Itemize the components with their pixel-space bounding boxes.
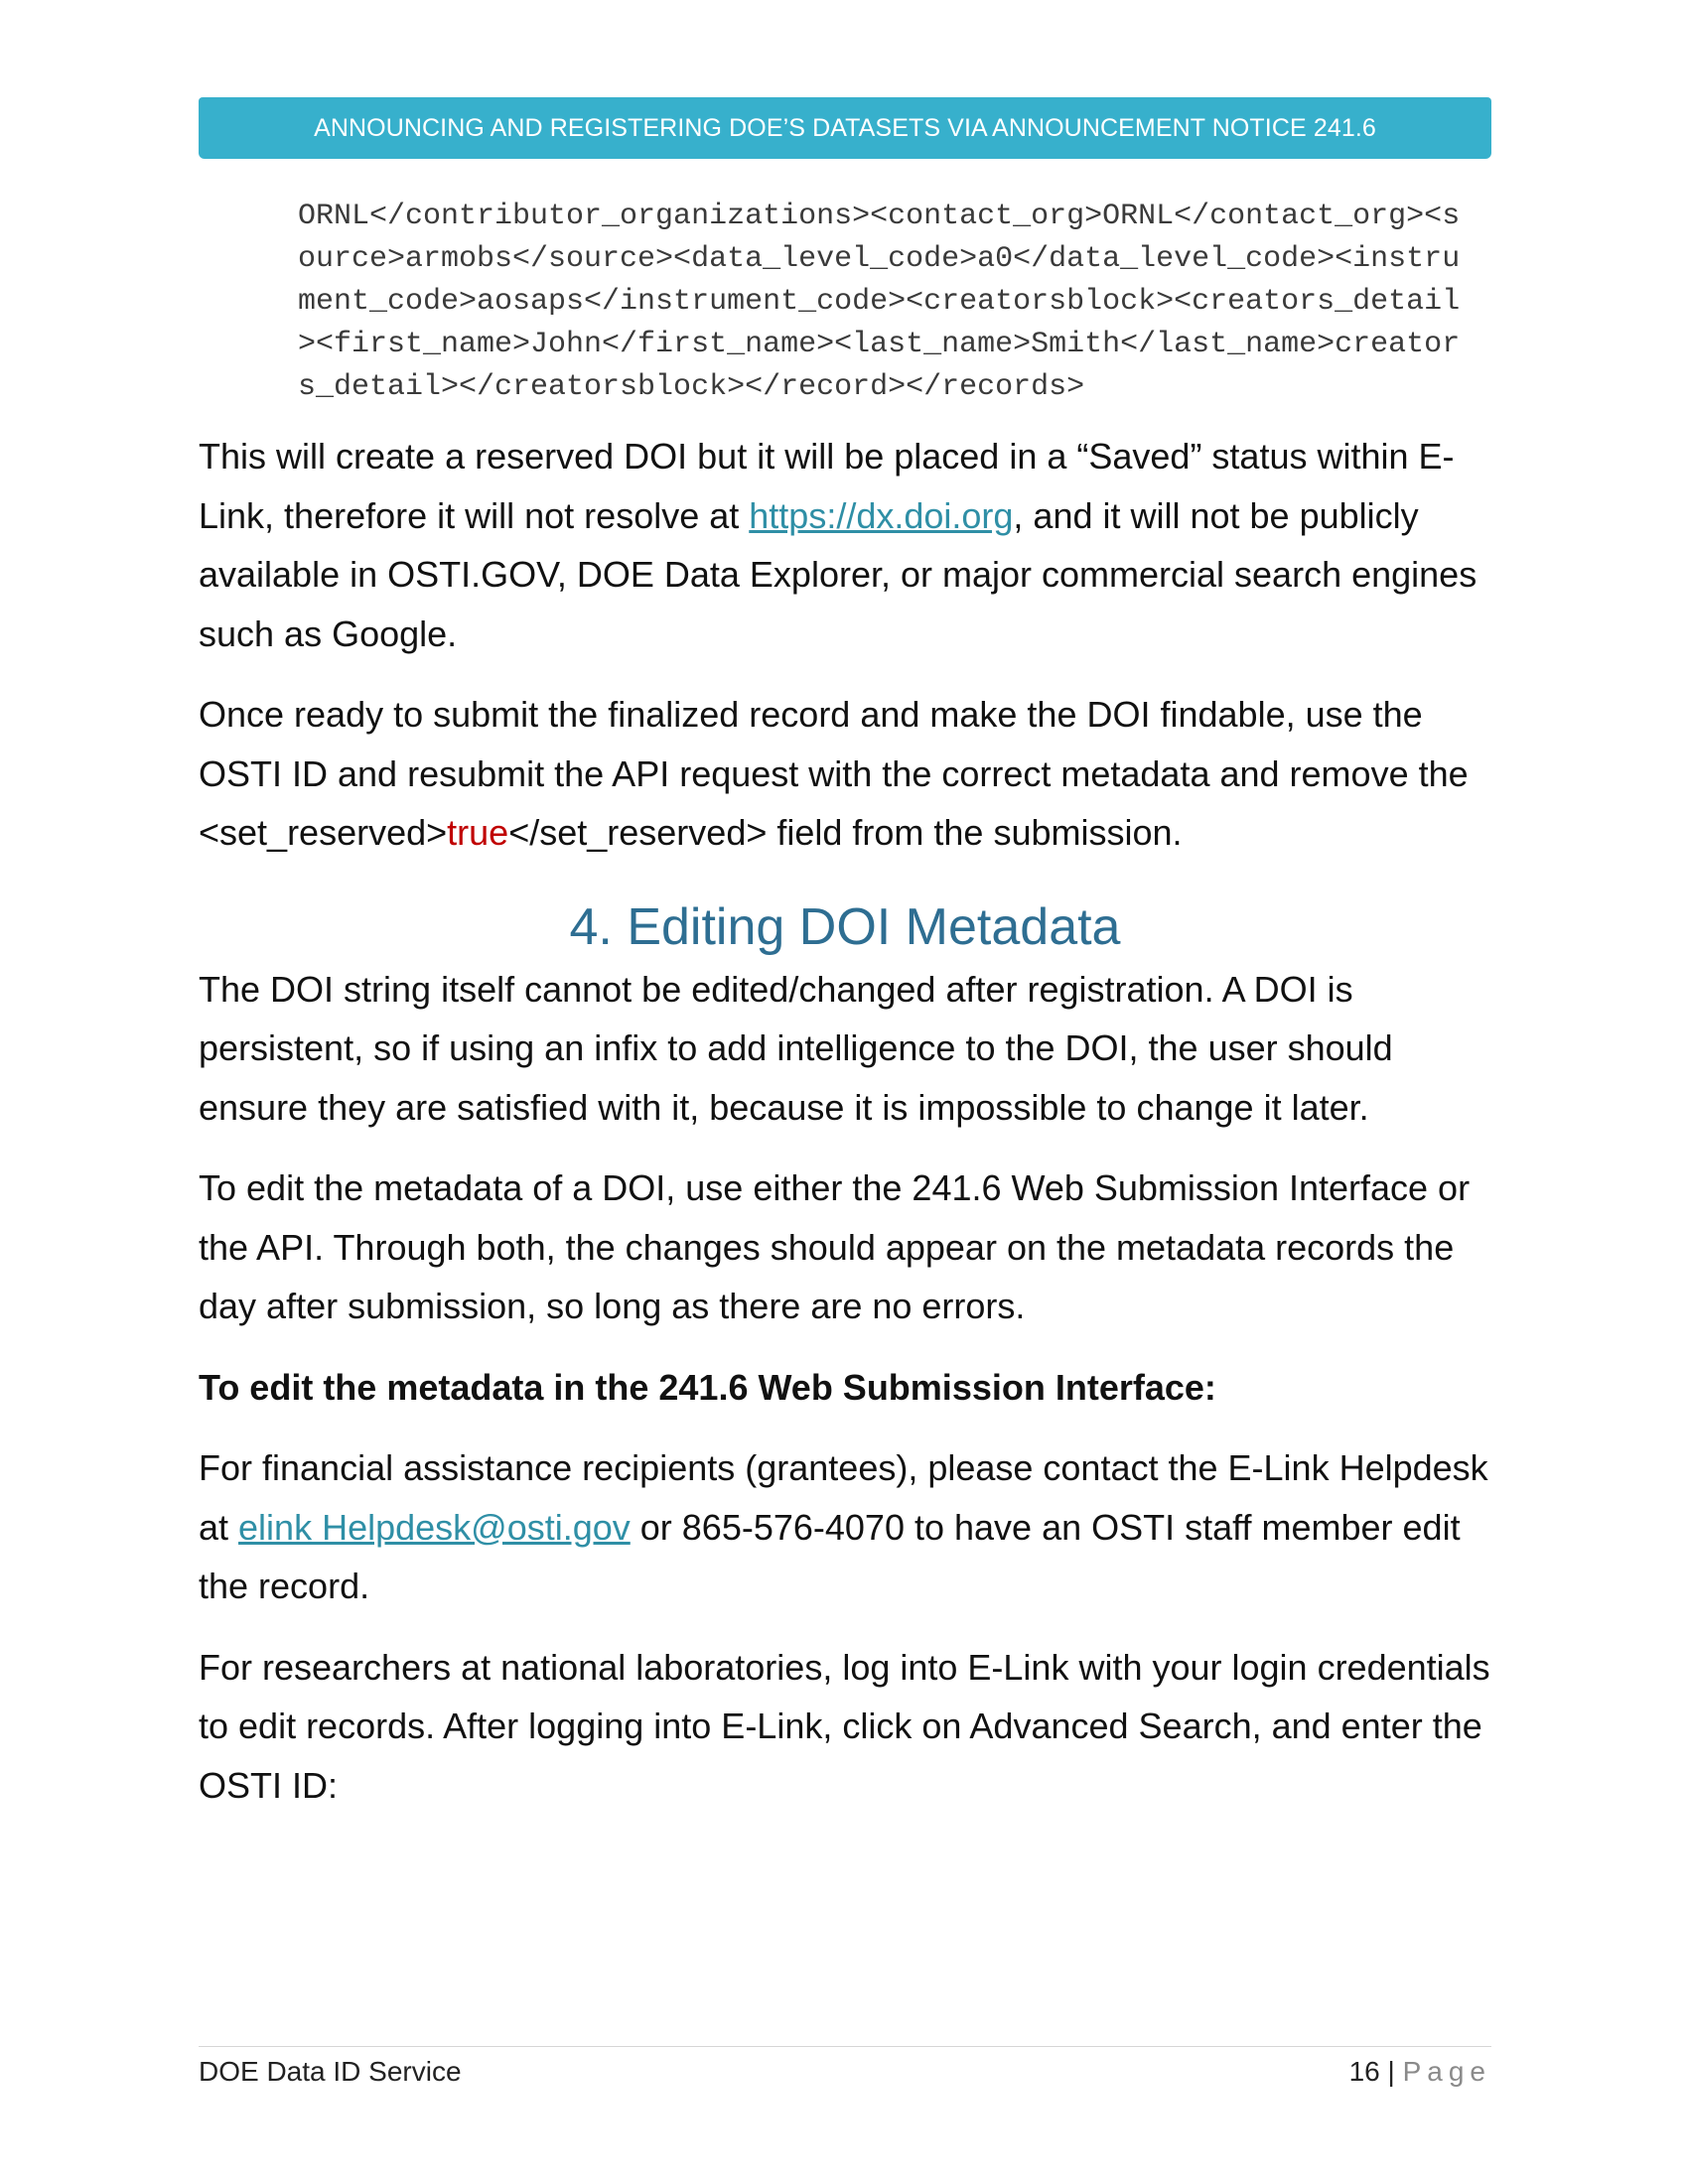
- running-header: ANNOUNCING AND REGISTERING DOE’S DATASETS VIA ANNOUNCEMENT NOTICE 241.6: [199, 97, 1491, 159]
- paragraph-text: or 865-576-4070 to have an OSTI staff member edit the record.: [199, 1506, 1461, 1606]
- helpdesk-email-link[interactable]: elink Helpdesk@osti.gov: [238, 1506, 631, 1548]
- doi-resolver-link[interactable]: https://dx.doi.org: [749, 494, 1014, 536]
- paragraph-grantees: [199, 1438, 1491, 1616]
- subheading-web-interface: To edit the metadata in the 241.6 Web Submission Interface:: [199, 1366, 1216, 1408]
- highlighted-value: true: [447, 812, 509, 853]
- footer-divider: [199, 2046, 1491, 2047]
- paragraph-finalize-record: [199, 685, 1491, 863]
- paragraph-edit-metadata: To edit the metadata of a DOI, use either the 241.6 Web Submission Interface or the API. Through both, the changes should appear on the metadata records the day after submission, so long as there are no errors.: [199, 1167, 1471, 1326]
- paragraph-doi-persistence: The DOI string itself cannot be edited/changed after registration. A DOI is persistent, so if using an infix to add intelligence to the DOI, the user should ensure they are satisfied with it, because it is impossible to change it later.: [199, 968, 1393, 1128]
- page-number-value: 16: [1348, 2056, 1380, 2087]
- paragraph-reserved-doi: [199, 427, 1491, 663]
- paragraph-text: , and it will not be publicly available in OSTI.GOV, DOE Data Explorer, or major commercial search engines such as Google.: [199, 494, 1477, 654]
- code-line: ><first_name>John</first_name><last_name>Smith</last_name>creator: [298, 328, 1461, 361]
- page-separator: |: [1387, 2056, 1395, 2087]
- xml-code-block: [298, 196, 1489, 409]
- paragraph-text: This will create a reserved DOI but it will be placed in a “Saved” status within E-Link, therefore it will not resolve at: [199, 436, 1455, 536]
- paragraph-text: Once ready to submit the finalized record and make the DOI findable, use the OSTI ID and resubmit the API request with the correct metadata and remove the <set_reserved>: [199, 694, 1469, 853]
- code-line: ORNL</contributor_organizations><contact_org>ORNL</contact_org><s: [298, 200, 1461, 233]
- page-number: [1349, 2053, 1491, 2091]
- code-line: s_detail></creatorsblock></record></records>: [298, 370, 1085, 404]
- paragraph-national-labs: For researchers at national laboratories, log into E-Link with your login credentials to edit records. After logging into E-Link, click on Advanced Search, and enter the OSTI ID:: [199, 1646, 1490, 1806]
- document-body: [199, 427, 1491, 1837]
- code-line: ource>armobs</source><data_level_code>a0</data_level_code><instru: [298, 242, 1461, 276]
- page-label: Page: [1402, 2056, 1491, 2087]
- paragraph-text: </set_reserved> field from the submission.: [508, 812, 1183, 853]
- paragraph-text: For financial assistance recipients (grantees), please contact the E-Link Helpdesk at: [199, 1447, 1488, 1548]
- code-line: ment_code>aosaps</instrument_code><creatorsblock><creators_detail: [298, 285, 1461, 319]
- section-heading: 4. Editing DOI Metadata: [569, 897, 1121, 956]
- footer-title: DOE Data ID Service: [199, 2056, 462, 2087]
